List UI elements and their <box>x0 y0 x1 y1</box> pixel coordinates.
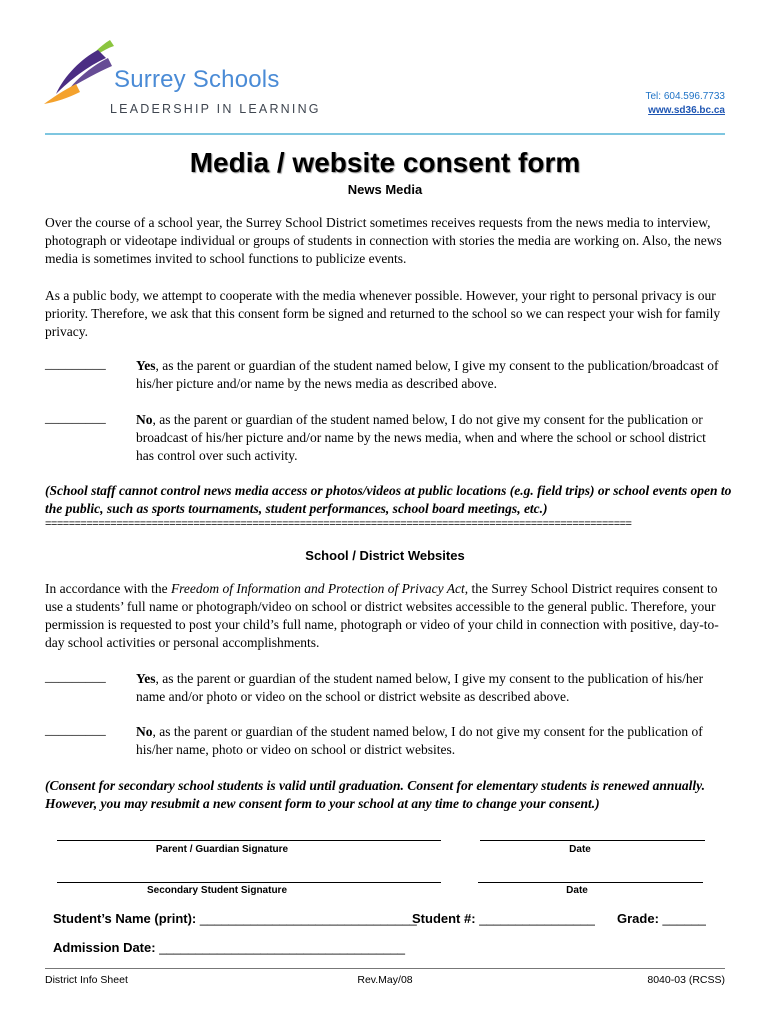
websites-heading: School / District Websites <box>305 548 465 563</box>
news-staff-note: (School staff cannot control news media access or photos/videos at public locations (e.g. field trips) or school events open to the public, such as sports tournaments, student performances, school board meetings, etc.) <box>45 483 732 516</box>
student-name-blank[interactable]: ______________________________ <box>199 911 417 926</box>
news-yes-text: , as the parent or guardian of the student named below, I give my consent to the publication/broadcast of his/her picture and/or name by the news media as described above. <box>136 358 719 391</box>
student-name-label: Student’s Name (print): <box>53 911 197 926</box>
section-separator: =================================================================================================== <box>45 518 632 530</box>
website-link[interactable]: www.sd36.bc.ca <box>648 105 725 116</box>
no-word: No <box>136 724 153 739</box>
footer-divider <box>45 968 725 969</box>
web-no-option <box>136 723 726 759</box>
student-name-field[interactable] <box>53 911 417 926</box>
foippa-act-name: Freedom of Information and Protection of Privacy Act <box>170 581 465 596</box>
web-yes-option <box>136 670 726 706</box>
form-title: Media / website consent form <box>189 147 581 178</box>
admission-date-field[interactable] <box>53 940 405 955</box>
admission-date-blank[interactable]: __________________________________ <box>159 940 406 955</box>
grade-blank[interactable]: ______ <box>662 911 706 926</box>
websites-consent-note: (Consent for secondary school students is valid until graduation. Consent for elementary students is renewed annually. However, you may resubmit a new consent form to your school at any time to change your consent.) <box>45 778 705 811</box>
student-signature-label: Secondary Student Signature <box>146 885 288 896</box>
parent-date-line[interactable] <box>480 840 705 841</box>
news-yes-option <box>136 357 726 393</box>
logo-swoosh-icon <box>42 36 122 106</box>
phone-number: Tel: 604.596.7733 <box>645 91 725 102</box>
header-divider <box>45 133 725 135</box>
no-word: No <box>136 412 153 427</box>
websites-paragraph-start: In accordance with the <box>45 581 171 596</box>
web-no-blank[interactable]: _________ <box>45 722 106 737</box>
brand-tagline: LEADERSHIP IN LEARNING <box>110 102 321 116</box>
web-no-text: , as the parent or guardian of the student named below, I do not give my consent for the publication of his/her name, photo or video on school or district websites. <box>136 724 703 757</box>
footer-revision: Rev.May/08 <box>357 974 413 986</box>
websites-paragraph <box>45 580 725 652</box>
yes-word: Yes <box>136 671 156 686</box>
parent-signature-label: Parent / Guardian Signature <box>155 844 289 855</box>
student-date-label: Date <box>566 885 588 896</box>
web-yes-text: , as the parent or guardian of the student named below, I give my consent to the publication of his/her name and/or photo or video on the school or district website as described above. <box>136 671 704 704</box>
news-media-heading: News Media <box>347 182 423 197</box>
grade-label: Grade: <box>617 911 659 926</box>
footer-left: District Info Sheet <box>45 974 128 986</box>
student-number-field[interactable] <box>412 911 595 926</box>
news-no-text: , as the parent or guardian of the student named below, I do not give my consent for the publication or broadcast of his/her picture and/or name by the news media, when and where the school or school district has control over such activity. <box>136 412 706 463</box>
yes-word: Yes <box>136 358 156 373</box>
student-date-line[interactable] <box>478 882 703 883</box>
student-number-blank[interactable]: ________________ <box>479 911 595 926</box>
parent-date-label: Date <box>569 844 591 855</box>
news-no-blank[interactable]: _________ <box>45 410 106 425</box>
admission-date-label: Admission Date: <box>53 940 156 955</box>
parent-signature-line[interactable] <box>57 840 441 841</box>
student-number-label: Student #: <box>412 911 476 926</box>
grade-field[interactable] <box>617 911 706 926</box>
news-intro-paragraph: Over the course of a school year, the Surrey School District sometimes receives requests from the news media to interview, photograph or videotape individual or groups of students in connection with stories the media are working on. Also, the news media is sometimes invited to school functions to publicize events. <box>45 215 722 266</box>
websites-paragraph-end: , the Surrey School District requires consent to use a students’ full name or photograph/video on school or district websites accessible to the general public. Therefore, your permission is requested to post your child’s full name, photograph or video of your child in connection with positive, day-to-day school activities or personal accomplishments. <box>45 581 719 650</box>
news-no-option <box>136 411 726 465</box>
web-yes-blank[interactable]: _________ <box>45 669 106 684</box>
surrey-schools-logo <box>42 36 342 120</box>
student-signature-line[interactable] <box>57 882 441 883</box>
news-yes-blank[interactable]: _________ <box>45 356 106 371</box>
news-privacy-paragraph: As a public body, we attempt to cooperate with the media whenever possible. However, your right to personal privacy is our priority. Therefore, we ask that this consent form be signed and returned to the school so we can respect your wish for family privacy. <box>45 288 721 339</box>
brand-name: Surrey Schools <box>114 66 280 93</box>
footer-form-number: 8040-03 (RCSS) <box>647 974 725 986</box>
